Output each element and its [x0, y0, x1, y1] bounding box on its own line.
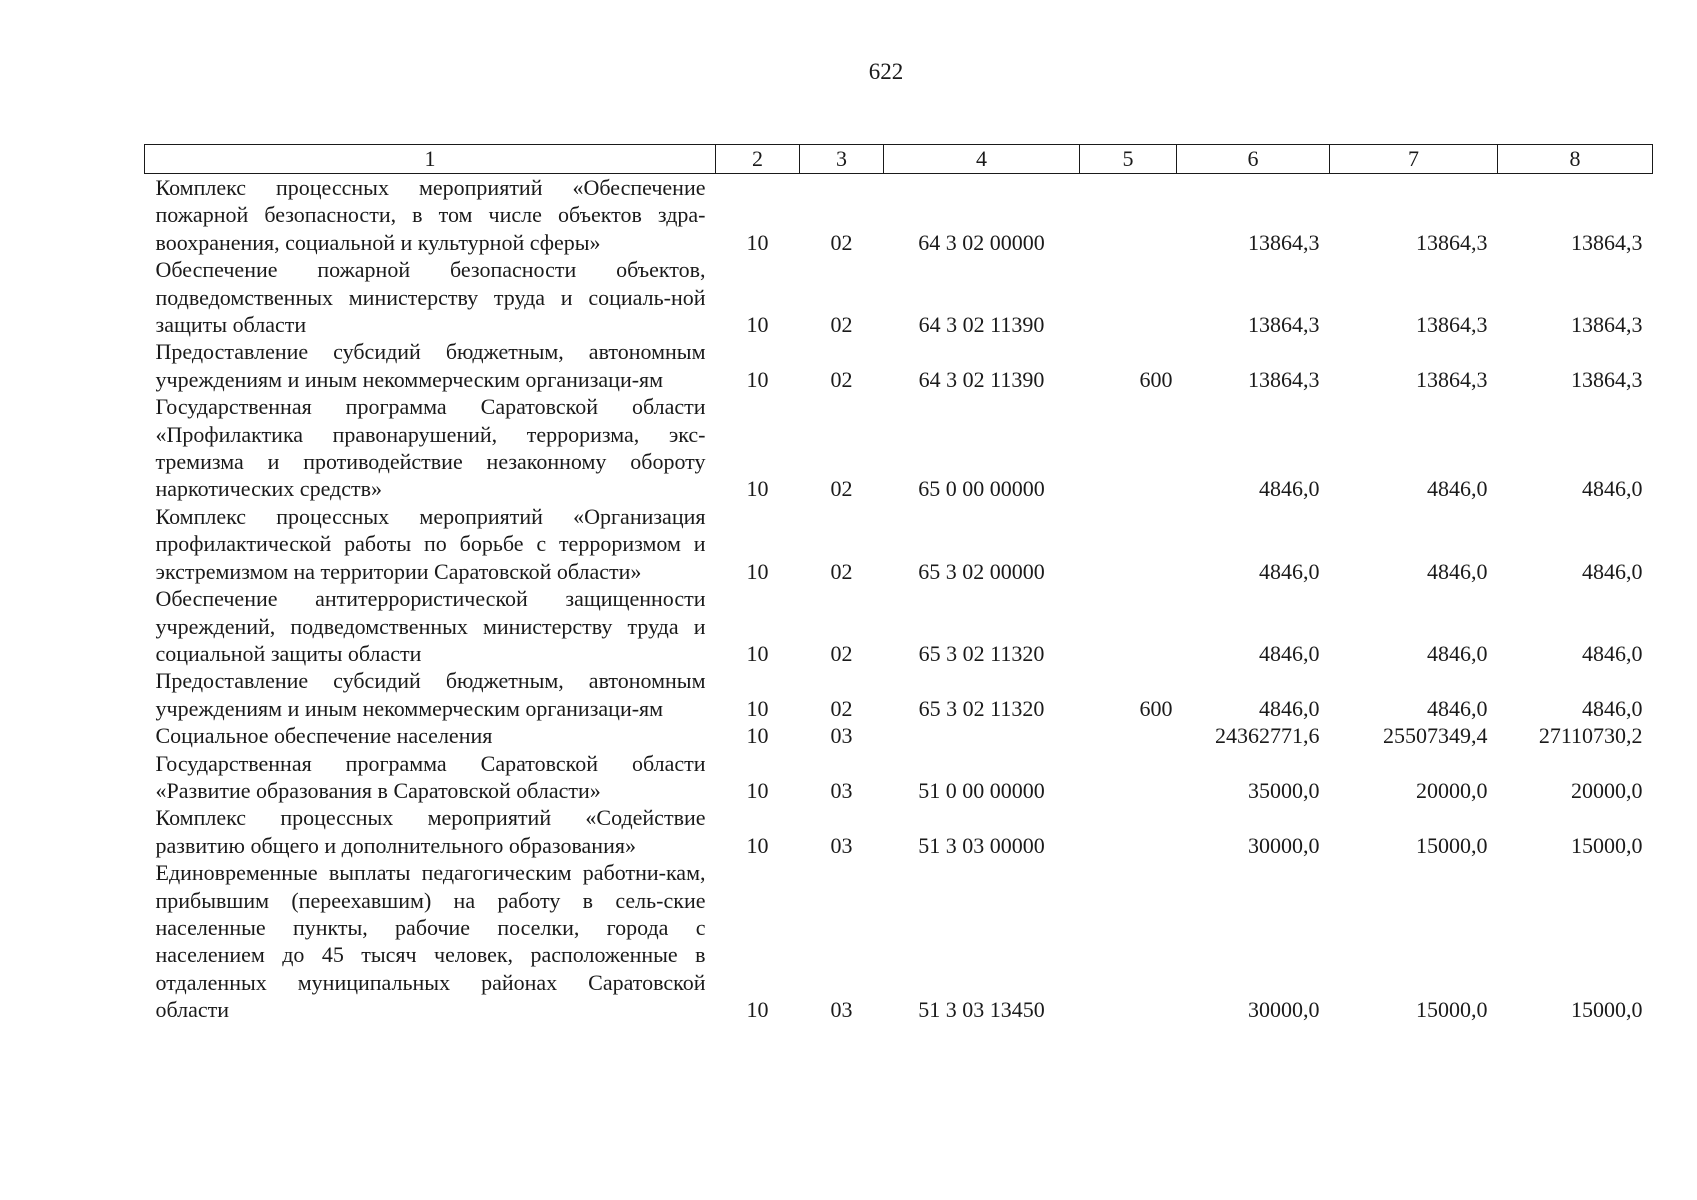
amount-col-7: 13864,3	[1416, 366, 1488, 392]
subsection-code: 03	[830, 832, 853, 858]
amount-col-7: 4846,0	[1427, 640, 1488, 666]
section-code: 10	[746, 777, 769, 803]
amount-col-8: 4846,0	[1582, 558, 1643, 584]
expense-type-code: 600	[1139, 695, 1173, 721]
column-header: 2	[716, 145, 800, 174]
subsection-code: 02	[830, 640, 853, 666]
subsection-code: 03	[830, 777, 853, 803]
expense-type-code	[1080, 256, 1177, 338]
amount-col-8: 4846,0	[1582, 640, 1643, 666]
expense-type-code	[1080, 503, 1177, 585]
section-code: 10	[746, 723, 769, 749]
target-article-code: 51 3 03 00000	[918, 832, 1045, 858]
expense-type-code	[1080, 174, 1177, 257]
target-article-code	[884, 722, 1080, 749]
item-name: Обеспечение пожарной безопасности объектов, подведомственных министерству труда и социаль-ной защиты области	[155, 257, 706, 338]
table-row	[145, 722, 1653, 749]
target-article-code: 65 0 00 00000	[918, 476, 1045, 502]
section-code: 10	[746, 695, 769, 721]
table-row	[145, 804, 1653, 859]
column-header: 5	[1080, 145, 1177, 174]
amount-col-8: 15000,0	[1571, 832, 1643, 858]
subsection-code: 02	[830, 312, 853, 338]
table-row	[145, 585, 1653, 667]
target-article-code: 65 3 02 11320	[918, 640, 1045, 666]
amount-col-8: 13864,3	[1571, 229, 1643, 255]
amount-col-7: 13864,3	[1416, 229, 1488, 255]
subsection-code: 02	[830, 558, 853, 584]
amount-col-8: 4846,0	[1582, 476, 1643, 502]
target-article-code: 64 3 02 11390	[918, 366, 1045, 392]
amount-col-7: 15000,0	[1416, 997, 1488, 1023]
section-code: 10	[746, 997, 769, 1023]
expense-type-code	[1080, 804, 1177, 859]
column-header: 8	[1498, 145, 1653, 174]
amount-col-7: 20000,0	[1416, 777, 1488, 803]
amount-col-8: 13864,3	[1571, 312, 1643, 338]
target-article-code: 64 3 02 00000	[918, 229, 1045, 255]
amount-col-6: 4846,0	[1259, 640, 1320, 666]
column-header: 6	[1177, 145, 1330, 174]
amount-col-7: 4846,0	[1427, 695, 1488, 721]
subsection-code: 02	[830, 695, 853, 721]
expense-type-code	[1080, 393, 1177, 503]
target-article-code: 64 3 02 11390	[918, 312, 1045, 338]
table-row	[145, 393, 1653, 503]
amount-col-7: 4846,0	[1427, 558, 1488, 584]
section-code: 10	[746, 832, 769, 858]
item-name: Единовременные выплаты педагогическим работни-кам, прибывшим (переехавшим) на работу в сель-ские населенные пункты, рабочие поселки, города с населением до 45 тысяч человек, расположенные в отдаленных муниципальных районах Саратовской области	[155, 860, 706, 1023]
amount-col-6: 30000,0	[1248, 832, 1320, 858]
header-row	[145, 145, 1653, 174]
amount-col-6: 35000,0	[1248, 777, 1320, 803]
target-article-code: 65 3 02 11320	[918, 695, 1045, 721]
amount-col-8: 27110730,2	[1538, 723, 1643, 749]
table-row	[145, 174, 1653, 257]
expense-type-code: 600	[1139, 366, 1173, 392]
amount-col-8: 20000,0	[1571, 777, 1643, 803]
section-code: 10	[746, 558, 769, 584]
subsection-code: 02	[830, 476, 853, 502]
target-article-code: 65 3 02 00000	[918, 558, 1045, 584]
section-code: 10	[746, 366, 769, 392]
amount-col-8: 4846,0	[1582, 695, 1643, 721]
expense-type-code	[1080, 585, 1177, 667]
section-code: 10	[746, 312, 769, 338]
item-name: Комплекс процессных мероприятий «Обеспечение пожарной безопасности, в том числе объектов здра-воохранения, социальной и культурной сферы»	[155, 175, 706, 255]
item-name: Обеспечение антитеррористической защищенности учреждений, подведомственных министерству труда и социальной защиты области	[155, 586, 706, 666]
amount-col-6: 13864,3	[1248, 312, 1320, 338]
budget-table	[144, 144, 1653, 1024]
subsection-code: 02	[830, 229, 853, 255]
amount-col-6: 4846,0	[1259, 476, 1320, 502]
expense-type-code	[1080, 750, 1177, 805]
amount-col-6: 4846,0	[1259, 558, 1320, 584]
table-row	[145, 859, 1653, 1023]
amount-col-6: 24362771,6	[1215, 723, 1320, 749]
amount-col-8: 13864,3	[1571, 366, 1643, 392]
item-name: Государственная программа Саратовской области «Профилактика правонарушений, терроризма, экс-тремизма и противодействие незаконному обороту наркотических средств»	[155, 394, 706, 502]
column-header: 4	[884, 145, 1080, 174]
column-header: 1	[145, 145, 716, 174]
item-name: Социальное обеспечение населения	[155, 723, 493, 749]
table-row	[145, 750, 1653, 805]
table-row	[145, 338, 1653, 393]
subsection-code: 02	[830, 366, 853, 392]
column-header: 7	[1330, 145, 1498, 174]
page-number: 622	[868, 59, 904, 84]
table-row	[145, 667, 1653, 722]
table-row	[145, 256, 1653, 338]
amount-col-6: 30000,0	[1248, 997, 1320, 1023]
amount-col-6: 13864,3	[1248, 366, 1320, 392]
section-code: 10	[746, 229, 769, 255]
table-row	[145, 503, 1653, 585]
amount-col-7: 15000,0	[1416, 832, 1488, 858]
item-name: Предоставление субсидий бюджетным, автономным учреждениям и иным некоммерческим организаци-ям	[155, 668, 706, 721]
item-name: Государственная программа Саратовской области «Развитие образования в Саратовской области»	[155, 750, 706, 803]
item-name: Комплекс процессных мероприятий «Организация профилактической работы по борьбе с терроризмом и экстремизмом на территории Саратовской области»	[155, 503, 706, 584]
subsection-code: 03	[830, 723, 853, 749]
amount-col-6: 4846,0	[1259, 695, 1320, 721]
expense-type-code	[1080, 859, 1177, 1023]
amount-col-6: 13864,3	[1248, 229, 1320, 255]
expense-type-code	[1080, 722, 1177, 749]
subsection-code: 03	[830, 997, 853, 1023]
amount-col-7: 25507349,4	[1383, 723, 1488, 749]
amount-col-7: 4846,0	[1427, 476, 1488, 502]
item-name: Комплекс процессных мероприятий «Содействие развитию общего и дополнительного образования»	[155, 805, 706, 858]
amount-col-8: 15000,0	[1571, 997, 1643, 1023]
section-code: 10	[746, 640, 769, 666]
target-article-code: 51 0 00 00000	[918, 777, 1045, 803]
column-header: 3	[800, 145, 884, 174]
target-article-code: 51 3 03 13450	[918, 997, 1045, 1023]
item-name: Предоставление субсидий бюджетным, автономным учреждениям и иным некоммерческим организаци-ям	[155, 339, 706, 392]
amount-col-7: 13864,3	[1416, 312, 1488, 338]
section-code: 10	[746, 476, 769, 502]
